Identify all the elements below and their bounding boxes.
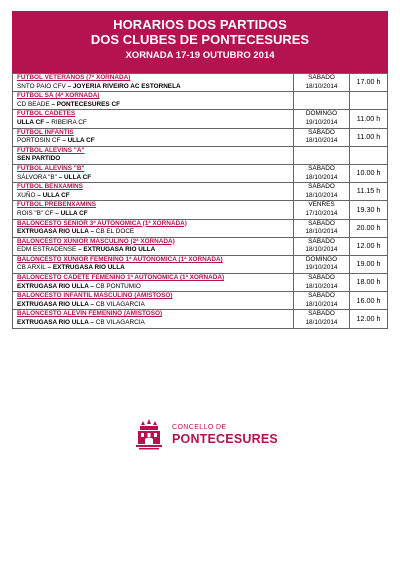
away-team: JOYERIA RIVEIRO AC ESTORNELA [72,82,181,90]
match-date-cell [294,74,350,92]
match-info-cell [13,201,294,219]
match-info-cell [13,164,294,182]
match-category: BALONCESTO INFANTIL MASCULINO (AMISTOSO) [17,292,173,300]
match-time: 11.00 h [350,110,388,128]
match-row [13,74,388,92]
match-time: 18.00 h [350,274,388,292]
logo-line2: PONTECESURES [172,432,278,446]
match-date-cell [294,164,350,182]
team-separator: – [45,264,53,272]
match-info-cell [13,183,294,201]
logo-text [172,423,278,446]
match-row [13,183,388,201]
team-separator: – [65,82,73,90]
logo-line1: CONCELLO DE [172,424,227,431]
home-team: PORTOSIN CF [17,137,61,145]
match-date-cell [294,183,350,201]
castle-crest-icon [132,418,166,452]
match-time: 20.00 h [350,219,388,237]
match-category: FÚTBOL INFANTIS [17,128,74,136]
match-teams [17,228,293,237]
team-separator: – [35,191,43,199]
match-date: 18/10/2014 [305,319,338,327]
match-date-cell [294,219,350,237]
match-date-cell [294,255,350,273]
match-info-cell [13,110,294,128]
match-teams [17,174,293,183]
match-time: 19.30 h [350,201,388,219]
match-info-cell [13,146,294,164]
home-team: EXTRUGASA RIO ULLA [17,282,89,290]
match-row [13,255,388,273]
match-time: 19.00 h [350,255,388,273]
match-date-cell [294,201,350,219]
match-date: 18/10/2014 [305,246,338,254]
match-date: 18/10/2014 [305,137,338,145]
home-team: CB ARXIL [17,264,46,272]
match-time: 12.00 h [350,310,388,328]
home-team: ROIS "B" CF [17,209,54,217]
match-date-cell [294,110,350,128]
away-team: CB VILAGARCIA [95,300,145,308]
match-category: FÚTBOL PREBENXAMÍNS [17,201,97,209]
match-date: 18/10/2014 [305,282,338,290]
match-day: SÁBADO [308,164,335,172]
schedule-table [12,73,388,329]
match-date-cell [294,92,350,110]
match-date: 17/10/2014 [305,209,338,217]
match-row [13,274,388,292]
home-team: ULLA CF [17,118,45,126]
match-time: 11.15 h [350,183,388,201]
match-teams [17,283,293,292]
match-date-cell [294,310,350,328]
match-day: SÁBADO [308,274,335,282]
schedule-rows [13,74,388,329]
match-info-cell [13,219,294,237]
away-team: ULLA CF [60,209,88,217]
match-row [13,128,388,146]
away-team: RIBEIRA CF [51,118,87,126]
match-date: 18/10/2014 [305,82,338,90]
match-time [350,146,388,164]
match-row [13,146,388,164]
home-team: SEN PARTIDO [17,155,61,163]
match-info-cell [13,128,294,146]
match-category: FUTBOL SÁ (4ª XORNADA) [17,92,100,100]
match-row [13,110,388,128]
match-teams [17,119,293,128]
match-day: DOMINGO [305,110,338,118]
match-row [13,292,388,310]
away-team: EXTRUGASA RIO ULLA [52,264,125,272]
match-date: 18/10/2014 [305,191,338,199]
match-category: BALONCESTO CADETE FEMENINO 1ª AUTONOMICA (1ª XORNADA) [17,274,225,282]
home-team: XUÑO [17,191,36,199]
match-date: 18/10/2014 [305,228,338,236]
match-day: VENRES [308,201,335,209]
match-category: BALONCESTO XUNIOR MASCULINO (2ª XORNADA) [17,237,175,245]
match-row [13,92,388,110]
match-date: 19/10/2014 [305,264,338,272]
home-team: EXTRUGASA RIO ULLA [17,319,89,327]
council-logo [132,418,278,452]
match-date-cell [294,146,350,164]
away-team: EXTRUGASA RIO ULLA [83,246,156,254]
match-date: 18/10/2014 [305,173,338,181]
match-teams [17,155,293,164]
match-day: SÁBADO [308,74,335,81]
header-date-range: XORNADA 17-19 OUTUBRO 2014 [125,50,275,61]
match-category: FÚTBOL BENXAMÍNS [17,183,83,191]
match-date-cell [294,128,350,146]
match-category: FÚTBOL VETERANOS (7ª XORNADA) [17,74,131,81]
match-teams [17,83,293,92]
away-team: CB EL DOCE [95,228,135,236]
match-day: DOMINGO [305,255,338,263]
match-teams [17,301,293,310]
team-separator: – [56,173,65,181]
match-category: BALONCESTO XUNIOR FEMENINO 1ª AUTONOMICA (1ª XORNADA) [17,255,223,263]
page-header [12,11,388,73]
match-info-cell [13,92,294,110]
match-day: SÁBADO [308,183,335,191]
match-teams [17,210,293,219]
team-separator: – [88,300,96,308]
match-info-cell [13,237,294,255]
match-date: 18/10/2014 [305,300,338,308]
home-team: EDM ESTRADENSE [17,246,77,254]
home-team: EXTRUGASA RIO ULLA [17,300,89,308]
away-team: ULLA CF [42,191,70,199]
match-time: 11.00 h [350,128,388,146]
team-separator: – [60,137,68,145]
home-team: SÁLVORA "B" [17,173,57,181]
home-team: EXTRUGASA RIO ULLA [17,228,89,236]
header-title-line1: HORARIOS DOS PARTIDOS [113,17,287,32]
away-team: CB PONTUMIO [95,282,141,290]
match-teams [17,246,293,255]
match-category: FÚTBOL ALEVÍNS "B" [17,164,85,172]
match-time: 10.00 h [350,164,388,182]
match-date: 19/10/2014 [305,118,338,126]
home-team: SNTO PAIO CFV [17,82,66,90]
match-info-cell [13,310,294,328]
match-info-cell [13,255,294,273]
away-team: ULLA CF [67,137,95,145]
match-info-cell [13,74,294,92]
match-category: BALONCESTO SENIOR 3ª AUTONÓMICA (1ª XORNADA) [17,219,187,227]
match-time: 16.00 h [350,292,388,310]
match-row [13,201,388,219]
match-row [13,310,388,328]
match-teams [17,264,293,273]
match-time: 17.00 h [350,74,388,92]
match-category: FÚTBOL ALEVÍNS "A" [17,146,85,154]
match-day: SÁBADO [308,310,335,318]
match-row [13,219,388,237]
away-team: ULLA CF [64,173,92,181]
match-row [13,164,388,182]
away-team: PONTECESURES CF [56,100,120,108]
team-separator: – [49,100,57,108]
match-day: SÁBADO [308,219,335,227]
match-day: SÁBADO [308,292,335,300]
match-info-cell [13,292,294,310]
match-teams [17,192,293,201]
team-separator: – [88,228,96,236]
match-teams [17,101,293,110]
match-teams [17,137,293,146]
match-info-cell [13,274,294,292]
header-title-line2: DOS CLUBES DE PONTECESURES [90,32,310,47]
match-date-cell [294,292,350,310]
team-separator: – [53,209,61,217]
match-row [13,237,388,255]
match-time: 12.00 h [350,237,388,255]
match-day: SÁBADO [308,128,335,136]
away-team: CB VILAGARCIA [95,319,145,327]
match-category: BALONCESTO ALEVÍN FEMENINO (AMISTOSO) [17,310,163,318]
match-date-cell [294,274,350,292]
team-separator: – [76,246,84,254]
team-separator: – [88,282,96,290]
match-category: FÚTBOL CADETES [17,110,76,118]
match-day: SÁBADO [308,237,335,245]
match-teams [17,319,293,328]
home-team: CD BEADE [17,100,50,108]
match-time [350,92,388,110]
match-date-cell [294,237,350,255]
team-separator: – [88,319,96,327]
team-separator: – [44,118,52,126]
